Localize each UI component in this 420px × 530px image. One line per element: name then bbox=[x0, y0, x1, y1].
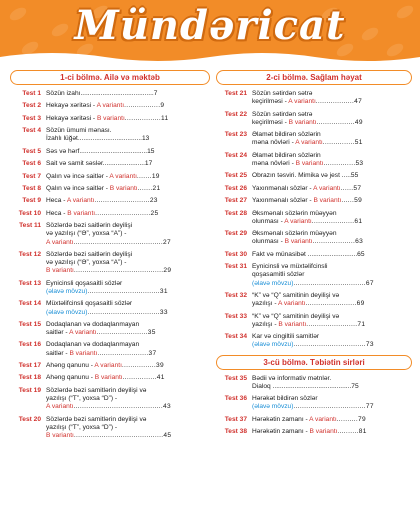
entry-text: Əksmənalı sözlərin müəyyən bbox=[252, 230, 337, 238]
entry-title bbox=[252, 416, 412, 424]
entry-text: saitlər - bbox=[46, 329, 70, 337]
test-number: Test 2 bbox=[22, 102, 41, 110]
variant-label: A variantı bbox=[69, 329, 97, 337]
entry-text: və yazılışı (“Ə”, yoxsa “A”) - bbox=[46, 230, 127, 238]
entry-title bbox=[252, 375, 412, 391]
variant-label: A variantı bbox=[278, 300, 306, 308]
entry-text: Sözlərdə bəzi saitlərin deyilişi bbox=[46, 250, 133, 258]
entry-text: Dialoq ...........................................75 bbox=[252, 382, 359, 390]
page-number: .......19 bbox=[136, 172, 160, 180]
toc-entry bbox=[10, 362, 210, 370]
test-number: Test 18 bbox=[18, 374, 41, 382]
entry-text: yazılışı (“T”, yoxsa “D”) - bbox=[46, 395, 118, 403]
entry-title bbox=[252, 251, 412, 259]
toc-entry bbox=[10, 321, 210, 337]
right-toc-list bbox=[216, 90, 412, 350]
test-number: Test 24 bbox=[224, 151, 247, 159]
toc-entry bbox=[216, 313, 412, 329]
page-number: .................9 bbox=[124, 102, 165, 110]
entry-text: Sait və samit səslər.......................17 bbox=[46, 160, 153, 168]
toc-entry bbox=[10, 251, 210, 276]
entry-text: Hekayə xəritəsi - bbox=[46, 102, 97, 110]
entry-title bbox=[46, 90, 210, 98]
test-number: Test 36 bbox=[224, 395, 247, 403]
entry-text: Sözün sətirdən sətrə bbox=[252, 90, 313, 97]
entry-text: Fakt və münasibət ...........................65 bbox=[252, 250, 365, 258]
entry-text: Hərəkət bildirən sözlər bbox=[252, 395, 318, 403]
test-number: Test 15 bbox=[18, 320, 41, 328]
entry-text: məna növləri - bbox=[252, 159, 296, 167]
entry-title bbox=[46, 173, 210, 181]
entry-title bbox=[252, 131, 412, 147]
page-number: ..................................31 bbox=[87, 287, 168, 295]
entry-title bbox=[46, 416, 210, 441]
variant-label: B variantı bbox=[96, 114, 125, 122]
toc-entry bbox=[216, 111, 412, 127]
toc-entry bbox=[216, 185, 412, 193]
variant-label: A variantı bbox=[295, 139, 323, 147]
entry-title bbox=[46, 362, 210, 370]
entry-text: Əlamət bildirən sözlərin bbox=[252, 131, 321, 139]
entry-title bbox=[252, 152, 412, 168]
entry-title bbox=[46, 280, 210, 296]
section-heading-2: 2-ci bölmə. Sağlam həyat bbox=[216, 70, 412, 85]
page-number: ..................49 bbox=[316, 118, 363, 126]
page-number: ................39 bbox=[121, 362, 164, 370]
variant-label: B variantı bbox=[67, 209, 96, 217]
page-number: ......59 bbox=[341, 197, 363, 205]
test-number: Test 6 bbox=[22, 160, 41, 168]
variant-label: A variantı bbox=[109, 172, 137, 180]
entry-text: keçirilməsi - bbox=[252, 98, 289, 106]
test-number: Test 14 bbox=[18, 300, 41, 308]
test-number: Test 7 bbox=[22, 172, 41, 180]
toc-entry bbox=[10, 90, 210, 98]
test-number: Test 17 bbox=[18, 362, 41, 370]
entry-title bbox=[252, 230, 412, 246]
toc-entry bbox=[10, 115, 210, 123]
entry-text: yazılışı (“T”, yoxsa “D”) - bbox=[46, 423, 118, 431]
entry-text: Sözlərdə bəzi samitlərin deyilişi və bbox=[46, 415, 147, 423]
test-number: Test 19 bbox=[18, 386, 41, 394]
entry-title bbox=[46, 160, 210, 168]
variant-label: B variantı bbox=[288, 118, 317, 126]
test-number: Test 25 bbox=[224, 172, 247, 180]
entry-text: Kar və cingiltili samitlər bbox=[252, 333, 320, 341]
entry-text: Sözlərdə bəzi saitlərin deyilişi bbox=[46, 222, 133, 230]
test-number: Test 13 bbox=[18, 279, 41, 287]
entry-title bbox=[252, 333, 412, 349]
entry-title bbox=[252, 263, 412, 288]
entry-title bbox=[46, 102, 210, 110]
entry-text: Eynicinsli qoşasaitli sözlər bbox=[46, 279, 123, 287]
page-number: .................11 bbox=[124, 114, 169, 122]
entry-title bbox=[46, 127, 210, 143]
entry-title bbox=[46, 374, 210, 382]
variant-label: B variantı bbox=[309, 428, 338, 436]
test-number: Test 26 bbox=[224, 184, 247, 192]
toc-entry bbox=[10, 160, 210, 168]
variant-label: B variantı bbox=[284, 238, 313, 246]
page-number: ..........79 bbox=[336, 415, 366, 423]
test-number: Test 9 bbox=[22, 197, 41, 205]
left-toc-list bbox=[10, 90, 210, 440]
page-number: ................41 bbox=[122, 374, 165, 382]
entry-title bbox=[46, 185, 210, 193]
entry-text: Heca - bbox=[46, 209, 68, 217]
section-heading-3: 3-cü bölmə. Təbiətin sirləri bbox=[216, 355, 412, 370]
entry-title bbox=[46, 300, 210, 316]
right-toc-list-2 bbox=[216, 375, 412, 437]
test-number: Test 4 bbox=[22, 127, 41, 135]
entry-text: Sözün izahı........................................7 bbox=[46, 90, 158, 97]
entry-title bbox=[46, 222, 210, 247]
variant-label: B variantı bbox=[109, 184, 138, 192]
toc-entry bbox=[10, 374, 210, 382]
toc-entry bbox=[216, 230, 412, 246]
entry-text: yazılışı - bbox=[252, 300, 279, 308]
page-number: .......21 bbox=[137, 184, 161, 192]
entry-title bbox=[46, 341, 210, 357]
test-number: Test 35 bbox=[224, 374, 247, 382]
variant-label: B variantı bbox=[278, 320, 307, 328]
page-number: ...............51 bbox=[322, 139, 363, 147]
entry-text: Yaxınmənalı sözlər - bbox=[252, 184, 314, 192]
test-number: Test 20 bbox=[18, 415, 41, 423]
entry-text: Qalın və incə saitlər - bbox=[46, 184, 110, 192]
toc-entry bbox=[216, 251, 412, 259]
toc-entry bbox=[216, 428, 412, 436]
entry-title bbox=[46, 197, 210, 205]
test-number: Test 30 bbox=[224, 250, 247, 258]
entry-text: Müxtəlifcinsli qoşasaitli sözlər bbox=[46, 300, 133, 308]
page-number: ......57 bbox=[340, 184, 362, 192]
entry-text: yazılışı - bbox=[252, 320, 279, 328]
entry-title bbox=[252, 428, 412, 436]
entry-title bbox=[46, 148, 210, 156]
entry-text: “K” və “Q” samitinin deyilişi və bbox=[252, 291, 340, 299]
entry-text: olunması - bbox=[252, 217, 285, 225]
page-number: ..................47 bbox=[315, 98, 363, 106]
entry-text: Əksmənalı sözlərin müəyyən bbox=[252, 209, 337, 217]
toc-entry bbox=[10, 127, 210, 143]
entry-text: və yazılışı (“Ə”, yoxsa “A”) - bbox=[46, 259, 127, 267]
variant-label: B variantı bbox=[295, 159, 324, 167]
toc-entry bbox=[216, 263, 412, 288]
toc-entry bbox=[10, 185, 210, 193]
test-number: Test 11 bbox=[19, 222, 41, 230]
entry-text: Səs və hərf.....................................15 bbox=[46, 147, 155, 155]
page-number: ..........................................45 bbox=[73, 432, 172, 440]
test-number: Test 32 bbox=[224, 291, 247, 299]
toc-entry bbox=[216, 152, 412, 168]
variant-label: A variantı bbox=[288, 98, 316, 106]
extra-topic-label: (əlavə mövzu) bbox=[252, 279, 294, 287]
entry-title bbox=[46, 387, 210, 412]
page-number: ........................37 bbox=[97, 349, 157, 357]
variant-label: B variantı bbox=[313, 197, 342, 205]
variant-label: A variantı bbox=[313, 184, 341, 192]
entry-title bbox=[252, 172, 412, 180]
entry-text: Hekayə xəritəsi - bbox=[46, 114, 97, 122]
page-number: ........................71 bbox=[306, 320, 366, 328]
test-number: Test 16 bbox=[18, 341, 41, 349]
entry-title bbox=[252, 395, 412, 411]
entry-text: Qalın və incə saitlər - bbox=[46, 172, 110, 180]
entry-text: Sözün sətirdən sətrə bbox=[252, 110, 313, 118]
test-number: Test 5 bbox=[22, 147, 41, 155]
toc-entry bbox=[216, 375, 412, 391]
toc-entry bbox=[216, 131, 412, 147]
page-number: ..................................73 bbox=[293, 341, 374, 349]
page-number: ..........................23 bbox=[94, 197, 158, 205]
variant-label: A variantı bbox=[46, 403, 74, 411]
page-number: ..........................25 bbox=[95, 209, 159, 217]
entry-text: Sözün ümumi mənası. bbox=[46, 127, 112, 135]
toc-entry bbox=[216, 333, 412, 349]
entry-text: Dodaqlanan və dodaqlanmayan bbox=[46, 341, 140, 349]
entry-title bbox=[252, 185, 412, 193]
page-number: ..................................33 bbox=[87, 308, 168, 316]
toc-entry bbox=[10, 387, 210, 412]
entry-text: “K” və “Q” samitinin deyilişi və bbox=[252, 312, 340, 320]
extra-topic-label: (əlavə mövzu) bbox=[46, 287, 88, 295]
entry-text: Yaxınmənalı sözlər - bbox=[252, 197, 314, 205]
variant-label: A variantı bbox=[309, 415, 337, 423]
toc-entry bbox=[216, 197, 412, 205]
extra-topic-label: (əlavə mövzu) bbox=[252, 341, 294, 349]
entry-title bbox=[46, 115, 210, 123]
page-number: ..........................................27 bbox=[73, 238, 171, 246]
test-number: Test 1 bbox=[22, 90, 41, 97]
test-number: Test 21 bbox=[224, 90, 247, 97]
header-banner bbox=[0, 0, 420, 62]
test-number: Test 38 bbox=[224, 428, 247, 436]
page-number: ....................63 bbox=[312, 238, 364, 246]
section-heading-1: 1-ci bölmə. Ailə və məktəb bbox=[10, 70, 210, 85]
page-number: ........................69 bbox=[305, 300, 365, 308]
test-number: Test 33 bbox=[224, 312, 247, 320]
test-number: Test 23 bbox=[224, 131, 247, 139]
entry-text: saitlər - bbox=[46, 349, 70, 357]
test-number: Test 8 bbox=[22, 184, 41, 192]
variant-label: A variantı bbox=[96, 102, 125, 110]
toc-entry bbox=[10, 300, 210, 316]
entry-text: məna növləri - bbox=[252, 139, 296, 147]
toc-entry bbox=[10, 148, 210, 156]
variant-label: A variantı bbox=[284, 217, 312, 225]
toc-entry bbox=[216, 172, 412, 180]
test-number: Test 34 bbox=[224, 333, 247, 341]
entry-text: qoşasamitli sözlər bbox=[252, 271, 305, 279]
toc-entry bbox=[10, 280, 210, 296]
entry-text: Obrazın təsviri. Mimika və jest .....55 bbox=[252, 172, 359, 180]
entry-title bbox=[252, 197, 412, 205]
banner-wave bbox=[0, 49, 420, 62]
variant-label: B variantı bbox=[46, 432, 74, 440]
extra-topic-label: (əlavə mövzu) bbox=[46, 308, 88, 316]
entry-text: İzahlı lüğət...................................13 bbox=[46, 135, 150, 143]
test-number: Test 31 bbox=[224, 263, 247, 271]
page-title: Mündəricat bbox=[74, 2, 346, 49]
variant-label: B variantı bbox=[46, 267, 74, 275]
entry-title bbox=[46, 251, 210, 276]
toc-entry bbox=[216, 395, 412, 411]
variant-label: A variantı bbox=[46, 238, 74, 246]
test-number: Test 29 bbox=[224, 230, 247, 238]
page-number: ..................................67 bbox=[293, 279, 374, 287]
entry-text: Bədii və informativ mətnlər. bbox=[252, 374, 332, 382]
entry-title bbox=[46, 321, 210, 337]
page-number: ..........81 bbox=[337, 428, 367, 436]
entry-text: Hərəkətin zamanı - bbox=[252, 415, 310, 423]
page-number: ....................61 bbox=[311, 217, 363, 225]
entry-text: keçirilməsi - bbox=[252, 118, 289, 126]
test-number: Test 12 bbox=[18, 250, 41, 258]
page-number: ..........................................43 bbox=[73, 403, 171, 411]
test-number: Test 28 bbox=[224, 209, 247, 217]
toc-entry bbox=[216, 210, 412, 226]
toc-entry bbox=[10, 102, 210, 110]
page-number: ...............53 bbox=[323, 159, 364, 167]
entry-text: olunması - bbox=[252, 238, 285, 246]
test-number: Test 27 bbox=[224, 197, 247, 205]
entry-title bbox=[252, 111, 412, 127]
entry-text: Heca - bbox=[46, 197, 67, 205]
entry-text: Əlamət bildirən sözlərin bbox=[252, 151, 321, 159]
entry-text: Ahəng qanunu - bbox=[46, 374, 95, 382]
entry-title bbox=[252, 90, 412, 106]
page-number: ........................35 bbox=[96, 329, 156, 337]
right-column bbox=[216, 70, 412, 440]
variant-label: B variantı bbox=[94, 374, 123, 382]
test-number: Test 3 bbox=[22, 114, 41, 122]
toc-entry bbox=[10, 416, 210, 441]
entry-title bbox=[252, 210, 412, 226]
entry-text: Sözlərdə bəzi samitlərin deyilişi və bbox=[46, 386, 147, 394]
left-column bbox=[10, 70, 210, 444]
extra-topic-label: (əlavə mövzu) bbox=[252, 403, 294, 411]
toc-entry bbox=[10, 197, 210, 205]
entry-text: Ahəng qanunu - bbox=[46, 362, 95, 370]
variant-label: B variantı bbox=[69, 349, 98, 357]
variant-label: A variantı bbox=[94, 362, 122, 370]
entry-title bbox=[252, 313, 412, 329]
entry-text: Hərəkətin zamanı - bbox=[252, 428, 310, 436]
toc-entry bbox=[216, 416, 412, 424]
variant-label: A variantı bbox=[66, 197, 95, 205]
toc-entry bbox=[10, 210, 210, 218]
entry-title bbox=[46, 210, 210, 218]
toc-entry bbox=[10, 341, 210, 357]
toc-entry bbox=[216, 90, 412, 106]
entry-text: Eynicinsli və müxtəlifcinsli bbox=[252, 263, 328, 271]
page-number: ..........................................29 bbox=[73, 267, 172, 275]
toc-entry bbox=[10, 222, 210, 247]
toc-entry bbox=[10, 173, 210, 181]
page-number: ..................................77 bbox=[293, 403, 374, 411]
test-number: Test 10 bbox=[18, 209, 41, 217]
entry-text: Dodaqlanan və dodaqlanmayan bbox=[46, 320, 140, 328]
toc-entry bbox=[216, 292, 412, 308]
entry-title bbox=[252, 292, 412, 308]
test-number: Test 22 bbox=[224, 110, 247, 118]
test-number: Test 37 bbox=[224, 415, 247, 423]
